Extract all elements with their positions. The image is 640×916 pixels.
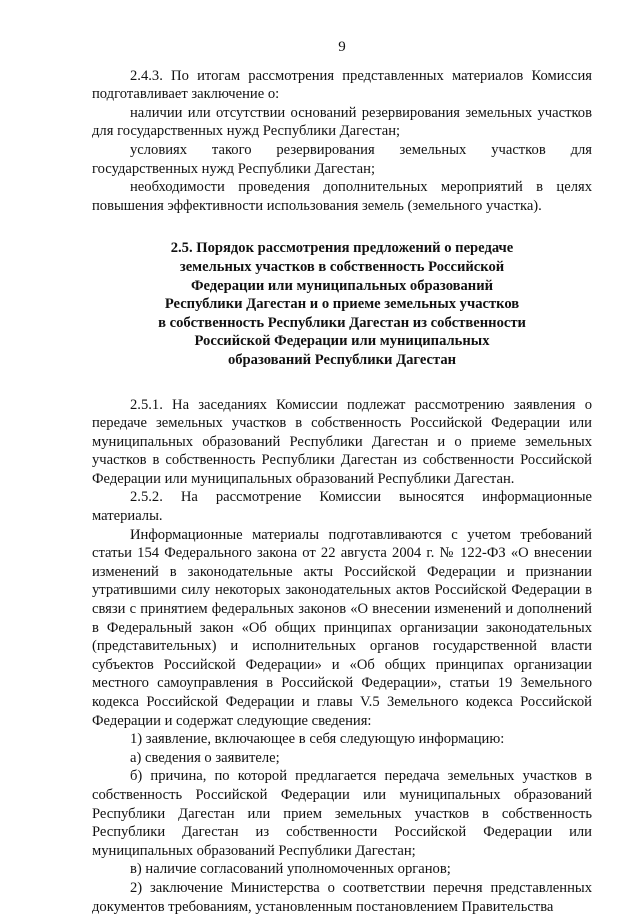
list-item-1a: а) сведения о заявителе;: [130, 749, 280, 766]
heading-line: Республики Дагестан и о приеме земельных участков: [164, 296, 520, 313]
heading-line: образований Республики Дагестан: [227, 351, 457, 368]
heading-line: в собственность Республики Дагестан из собственности: [158, 314, 526, 331]
heading-line: 2.5. Порядок рассмотрения предложений о передаче: [170, 240, 514, 257]
section-2-4-3-item-3: необходимости проведения дополнительных мероприятий в целях повышения эффективности использования земель (земельного участка).: [92, 179, 592, 214]
list-item-1v: в) наличие согласований уполномоченных органов;: [130, 861, 451, 878]
heading-line: земельных участков в собственность Российской: [179, 258, 505, 275]
section-2-4-3-intro: 2.4.3. По итогам рассмотрения представленных материалов Комиссия подготавливает заключение о:: [92, 67, 592, 103]
paragraph-2-5-2: 2.5.2. На рассмотрение Комиссии выносятся информационные материалы.: [92, 489, 592, 525]
section-2-4-3-item-2: условиях такого резервирования земельных участков для государственных нужд Республики Дагестан;: [92, 141, 592, 177]
page-number: 9: [338, 39, 346, 55]
heading-line: Федерации или муниципальных образований: [190, 277, 494, 294]
heading-line: Российской Федерации или муниципальных: [194, 333, 490, 350]
paragraph-2-5-1: 2.5.1. На заседаниях Комиссии подлежат рассмотрению заявления о передаче земельных участков в собственность Российской Федерации или муниципальных образований Республики Дагестан и о приеме земельных участков в собственность Республики Дагестан из собственности Российской Федерации или муниципальных образований Республики Дагестан.: [92, 396, 592, 487]
list-item-2: 2) заключение Министерства о соответствии перечня представленных документов требованиям, установленным постановлением Правительства: [92, 879, 592, 915]
section-2-4-3-item-1: наличии или отсутствии оснований резервирования земельных участков для государственных нужд Республики Дагестан;: [92, 104, 592, 140]
paragraph-info-materials: Информационные материалы подготавливаются с учетом требований статьи 154 Федерального закона от 22 августа 2004 г. № 122-ФЗ «О внесении изменений в законодательные акты Российской Федерации и признании утратившими силу некоторых законодательных актов Российской Федерации в связи с принятием федеральных законов «О внесении изменений и дополнений в Федеральный закон «Об общих принципах организации законодательных (представительных) и исполнительных органов государственной власти субъектов Российской Федерации» и «Об общих принципах организации местного самоуправления в Российской Федерации», статьи 19 Земельного кодекса Российской Федерации и главы V.5 Земельного кодекса Российской Федерации и содержат следующие сведения:: [92, 526, 592, 729]
section-2-5-heading: [92, 239, 592, 369]
list-item-1b: б) причина, по которой предлагается передача земельных участков в собственность Российской Федерации или муниципальных образований Республики Дагестан или прием земельных участков в собственность Республики Дагестан из собственности Российской Федерации или муниципальных образований Республики Дагестан;: [92, 768, 592, 859]
list-item-1: 1) заявление, включающее в себя следующую информацию:: [130, 731, 505, 748]
